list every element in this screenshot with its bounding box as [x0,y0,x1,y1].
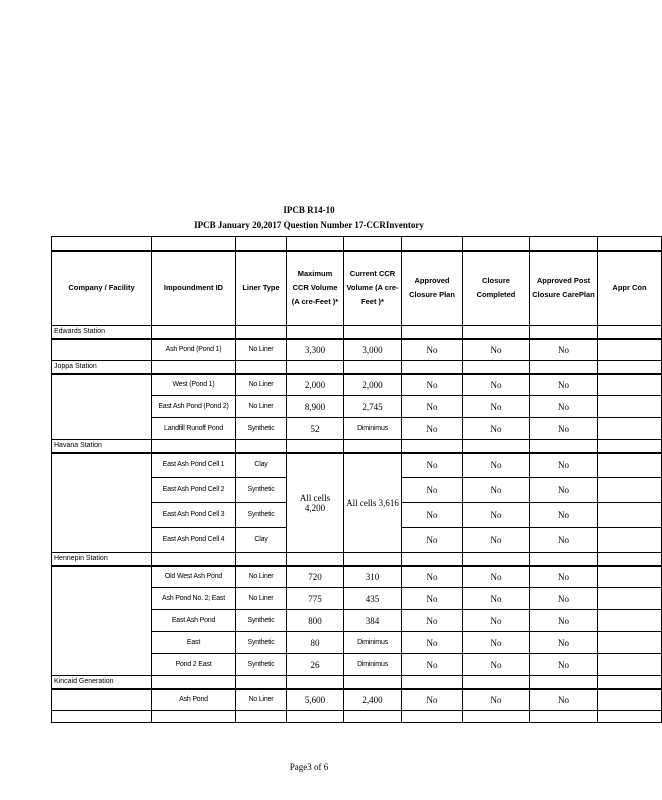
empty-cell [287,553,344,566]
current-ccr-volume: 310 [344,566,402,588]
impoundment-id: East Ash Pond Cell 1 [152,453,236,478]
closure-completed: No [463,396,530,418]
approved-completion-cell [598,689,662,711]
approved-closure-plan: No [402,418,463,440]
empty-cell [402,326,463,339]
approved-post-closure-care-plan: No [530,689,598,711]
empty-cell [530,326,598,339]
impoundment-row [52,689,662,711]
liner-type: Clay [236,453,287,478]
company-name: Hennepin Station [52,553,152,566]
company-cell-empty [52,374,152,440]
empty-cell [344,440,402,453]
max-ccr-volume: 52 [287,418,344,440]
column-header: Company / Facility [52,251,152,326]
impoundment-id: West (Pond 1) [152,374,236,396]
approved-closure-plan: No [402,453,463,478]
spacer-cell [52,711,152,723]
max-ccr-volume: 3,300 [287,339,344,361]
empty-cell [152,553,236,566]
impoundment-id: East Ash Pond Cell 3 [152,503,236,528]
approved-closure-plan: No [402,478,463,503]
approved-post-closure-care-plan: No [530,418,598,440]
approved-completion-cell [598,418,662,440]
approved-post-closure-care-plan: No [530,478,598,503]
liner-type: Synthetic [236,478,287,503]
approved-completion-cell [598,588,662,610]
empty-cell [463,553,530,566]
company-cell-empty [52,453,152,553]
empty-cell [402,361,463,374]
company-name: Joppa Station [52,361,152,374]
column-header: Impoundment ID [152,251,236,326]
impoundment-row [52,374,662,396]
approved-completion-cell [598,503,662,528]
closure-completed: No [463,610,530,632]
current-ccr-volume: 435 [344,588,402,610]
current-ccr-volume: 2,400 [344,689,402,711]
closure-completed: No [463,339,530,361]
empty-cell [463,326,530,339]
approved-closure-plan: No [402,503,463,528]
closure-completed: No [463,689,530,711]
empty-cell [463,676,530,689]
approved-post-closure-care-plan: No [530,503,598,528]
spacer-cell [152,711,236,723]
approved-closure-plan: No [402,689,463,711]
empty-cell [344,361,402,374]
document-header-id: IPCB R14-10 [283,205,335,215]
closure-completed: No [463,478,530,503]
company-cell-empty [52,566,152,676]
closure-completed: No [463,588,530,610]
empty-cell [287,676,344,689]
approved-completion-cell [598,453,662,478]
current-ccr-volume: Diminimus [344,632,402,654]
spacer-cell [463,237,530,251]
spacer-cell [402,237,463,251]
current-ccr-volume: Diminimus [344,654,402,676]
approved-post-closure-care-plan: No [530,396,598,418]
spacer-cell [463,711,530,723]
spacer-cell [152,237,236,251]
closure-completed: No [463,632,530,654]
column-header: Current CCR Volume (A cre-Feet )* [344,251,402,326]
empty-cell [152,440,236,453]
spacer-cell [236,237,287,251]
approved-closure-plan: No [402,396,463,418]
company-row [52,676,662,689]
empty-cell [344,326,402,339]
liner-type: No Liner [236,396,287,418]
liner-type: Synthetic [236,610,287,632]
impoundment-id: Ash Pond (Pond 1) [152,339,236,361]
closure-completed: No [463,503,530,528]
approved-post-closure-care-plan: No [530,374,598,396]
max-ccr-volume: All cells 4,200 [287,453,344,553]
empty-cell [236,326,287,339]
company-cell-empty [52,689,152,711]
empty-cell [530,361,598,374]
liner-type: No Liner [236,566,287,588]
closure-completed: No [463,453,530,478]
empty-cell [236,361,287,374]
approved-post-closure-care-plan: No [530,610,598,632]
approved-closure-plan: No [402,610,463,632]
column-header: Maximum CCR Volume (A cre-Feet )* [287,251,344,326]
current-ccr-volume: 3,000 [344,339,402,361]
column-header: Liner Type [236,251,287,326]
spacer-cell [287,711,344,723]
impoundment-row [52,566,662,588]
current-ccr-volume: Diminimus [344,418,402,440]
impoundment-id: Landfill Runoff Pond [152,418,236,440]
impoundment-id: Ash Pond No. 2; East [152,588,236,610]
spacer-cell [344,237,402,251]
company-cell-empty [52,339,152,361]
approved-completion-cell [598,374,662,396]
empty-cell [152,326,236,339]
approved-completion-cell [598,396,662,418]
max-ccr-volume: 800 [287,610,344,632]
empty-cell [598,676,662,689]
empty-cell [236,553,287,566]
empty-cell [463,361,530,374]
liner-type: Synthetic [236,654,287,676]
spacer-cell [530,237,598,251]
current-ccr-volume: 2,745 [344,396,402,418]
approved-closure-plan: No [402,654,463,676]
empty-cell [598,553,662,566]
company-row [52,326,662,339]
spacer-row [52,711,662,723]
max-ccr-volume: 720 [287,566,344,588]
max-ccr-volume: 80 [287,632,344,654]
approved-completion-cell [598,632,662,654]
liner-type: No Liner [236,689,287,711]
empty-cell [598,361,662,374]
empty-cell [344,553,402,566]
max-ccr-volume: 26 [287,654,344,676]
company-name: Havana Station [52,440,152,453]
current-ccr-volume: All cells 3,616 [344,453,402,553]
spacer-row [52,237,662,251]
approved-closure-plan: No [402,374,463,396]
liner-type: Synthetic [236,418,287,440]
closure-completed: No [463,418,530,440]
approved-completion-cell [598,610,662,632]
spacer-cell [236,711,287,723]
empty-cell [236,440,287,453]
impoundment-id: Pond 2 East [152,654,236,676]
approved-completion-cell [598,566,662,588]
empty-cell [598,440,662,453]
empty-cell [598,326,662,339]
liner-type: No Liner [236,339,287,361]
approved-closure-plan: No [402,339,463,361]
liner-type: Synthetic [236,632,287,654]
approved-post-closure-care-plan: No [530,528,598,553]
approved-post-closure-care-plan: No [530,632,598,654]
header-row [52,251,662,326]
liner-type: No Liner [236,588,287,610]
current-ccr-volume: 384 [344,610,402,632]
empty-cell [152,361,236,374]
spacer-cell [402,711,463,723]
liner-type: Clay [236,528,287,553]
spacer-cell [530,711,598,723]
ccr-inventory-table-wrapper [51,236,647,708]
spacer-cell [344,711,402,723]
empty-cell [402,553,463,566]
empty-cell [463,440,530,453]
document-header-subtitle: IPCB January 20,2017 Question Number 17-CCRInventory [194,220,424,230]
empty-cell [287,361,344,374]
column-header: Approved Post Closure CarePlan [530,251,598,326]
impoundment-id: Ash Pond [152,689,236,711]
impoundment-id: East Ash Pond [152,610,236,632]
impoundment-id: East [152,632,236,654]
closure-completed: No [463,528,530,553]
approved-post-closure-care-plan: No [530,453,598,478]
spacer-cell [287,237,344,251]
empty-cell [402,440,463,453]
company-name: Edwards Station [52,326,152,339]
empty-cell [287,326,344,339]
empty-cell [152,676,236,689]
empty-cell [402,676,463,689]
empty-cell [344,676,402,689]
approved-completion-cell [598,654,662,676]
empty-cell [287,440,344,453]
max-ccr-volume: 2,000 [287,374,344,396]
impoundment-id: Old West Ash Pond [152,566,236,588]
impoundment-row [52,339,662,361]
company-row [52,553,662,566]
empty-cell [530,440,598,453]
approved-closure-plan: No [402,632,463,654]
liner-type: No Liner [236,374,287,396]
closure-completed: No [463,374,530,396]
max-ccr-volume: 5,600 [287,689,344,711]
approved-completion-cell [598,528,662,553]
approved-post-closure-care-plan: No [530,339,598,361]
column-header: Approved Closure Plan [402,251,463,326]
column-header: Appr Con [598,251,662,326]
approved-closure-plan: No [402,588,463,610]
approved-completion-cell [598,339,662,361]
impoundment-row [52,453,662,478]
company-name: Kincaid Generation [52,676,152,689]
closure-completed: No [463,654,530,676]
column-header: Closure Completed [463,251,530,326]
spacer-cell [598,237,662,251]
approved-post-closure-care-plan: No [530,566,598,588]
spacer-cell [598,711,662,723]
max-ccr-volume: 8,900 [287,396,344,418]
impoundment-id: East Ash Pond (Pond 2) [152,396,236,418]
empty-cell [530,676,598,689]
page-number: Page3 of 6 [289,762,329,772]
current-ccr-volume: 2,000 [344,374,402,396]
empty-cell [236,676,287,689]
approved-closure-plan: No [402,566,463,588]
approved-post-closure-care-plan: No [530,588,598,610]
approved-completion-cell [598,478,662,503]
closure-completed: No [463,566,530,588]
impoundment-id: East Ash Pond Cell 2 [152,478,236,503]
company-row [52,440,662,453]
company-row [52,361,662,374]
spacer-cell [52,237,152,251]
ccr-inventory-table [51,236,662,723]
max-ccr-volume: 775 [287,588,344,610]
approved-closure-plan: No [402,528,463,553]
approved-post-closure-care-plan: No [530,654,598,676]
empty-cell [530,553,598,566]
liner-type: Synthetic [236,503,287,528]
impoundment-id: East Ash Pond Cell 4 [152,528,236,553]
